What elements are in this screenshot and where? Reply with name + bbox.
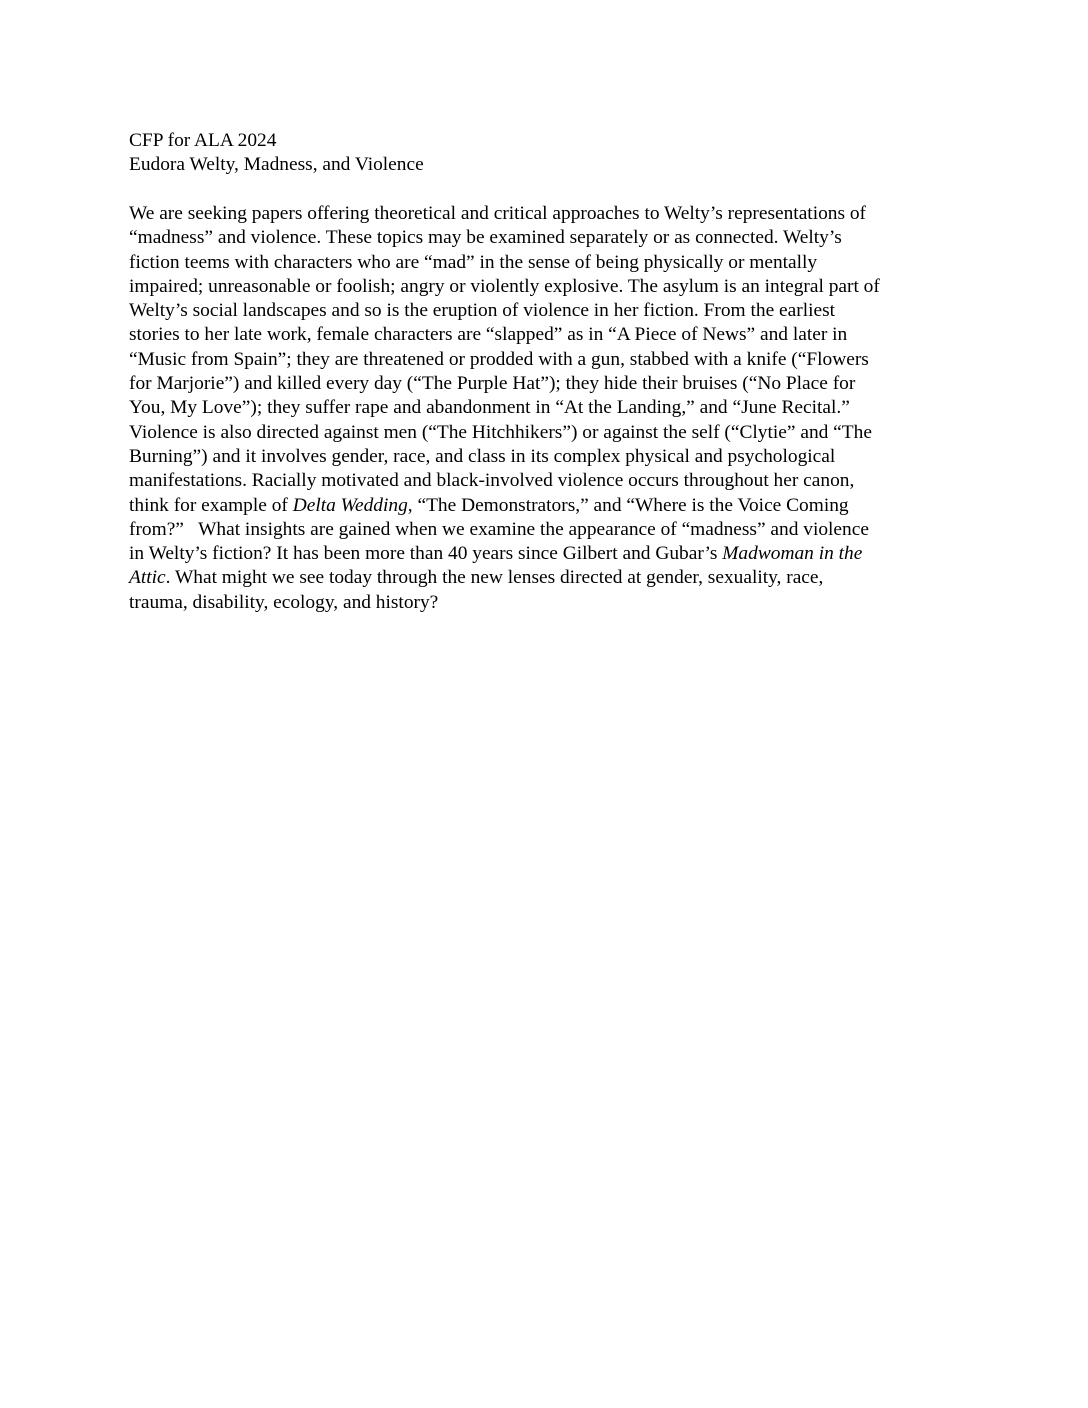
paragraph-text: You, My Love”); they suffer rape and abandonment in “At the Landing,” and “June Recital.” <box>129 397 850 419</box>
paragraph-line <box>129 542 969 566</box>
italic-title-text: Madwoman in the <box>722 543 863 565</box>
heading-block <box>129 129 969 178</box>
paragraph-text: Burning”) and it involves gender, race, and class in its complex physical and psychological <box>129 445 836 467</box>
paragraph-line <box>129 494 969 518</box>
paragraph-text: think for example of <box>129 494 293 516</box>
paragraph-line <box>129 421 969 445</box>
document-title: CFP for ALA 2024 <box>129 130 277 151</box>
paragraph-line <box>129 275 969 299</box>
paragraph-line <box>129 469 969 493</box>
document-subtitle: Eudora Welty, Madness, and Violence <box>129 154 424 176</box>
paragraph-text: We are seeking papers offering theoretical and critical approaches to Welty’s representations of <box>129 203 867 224</box>
paragraph-text: “Music from Spain”; they are threatened or prodded with a gun, stabbed with a knife (“Flowers <box>129 348 869 370</box>
paragraph-line <box>129 202 969 226</box>
paragraph-text: . What might we see today through the new lenses directed at gender, sexuality, race, <box>165 567 824 589</box>
paragraph-text: “madness” and violence. These topics may be examined separately or as connected. Welty’s <box>129 227 842 249</box>
paragraph-line <box>129 445 969 469</box>
paragraph-line <box>129 323 969 347</box>
paragraph-text: Violence is also directed against men (“The Hitchhikers”) or against the self (“Clytie” and “The <box>129 421 872 443</box>
paragraph-line <box>129 348 969 372</box>
paragraph-text: for Marjorie”) and killed every day (“The Purple Hat”); they hide their bruises (“No Place for <box>129 373 856 395</box>
paragraph-text: impaired; unreasonable or foolish; angry or violently explosive. The asylum is an integral part of <box>129 275 880 297</box>
paragraph-text: fiction teems with characters who are “mad” in the sense of being physically or mentally <box>129 251 818 273</box>
italic-title-text: Attic <box>129 567 166 589</box>
paragraph-line <box>129 518 969 542</box>
italic-title-text: Delta Wedding <box>292 494 408 516</box>
paragraph-text: , “The Demonstrators,” and “Where is the Voice Coming <box>407 494 849 516</box>
paragraph-line <box>129 251 969 275</box>
paragraph-text: trauma, disability, ecology, and history? <box>129 591 439 613</box>
body-paragraph <box>129 202 969 615</box>
paragraph-text: stories to her late work, female characters are “slapped” as in “A Piece of News” and later in <box>129 324 848 346</box>
paragraph-text: from?” What insights are gained when we examine the appearance of “madness” and violence <box>129 518 869 540</box>
paragraph-line <box>129 396 969 420</box>
paragraph-line <box>129 591 969 615</box>
paragraph-text: manifestations. Racially motivated and black-involved violence occurs throughout her canon, <box>129 470 855 492</box>
paragraph-line <box>129 226 969 250</box>
paragraph-text: in Welty’s fiction? It has been more than 40 years since Gilbert and Gubar’s <box>129 543 723 565</box>
paragraph-line <box>129 299 969 323</box>
paragraph-line <box>129 566 969 590</box>
paragraph-line <box>129 372 969 396</box>
paragraph-text: Welty’s social landscapes and so is the eruption of violence in her fiction. From the earliest <box>129 300 836 322</box>
